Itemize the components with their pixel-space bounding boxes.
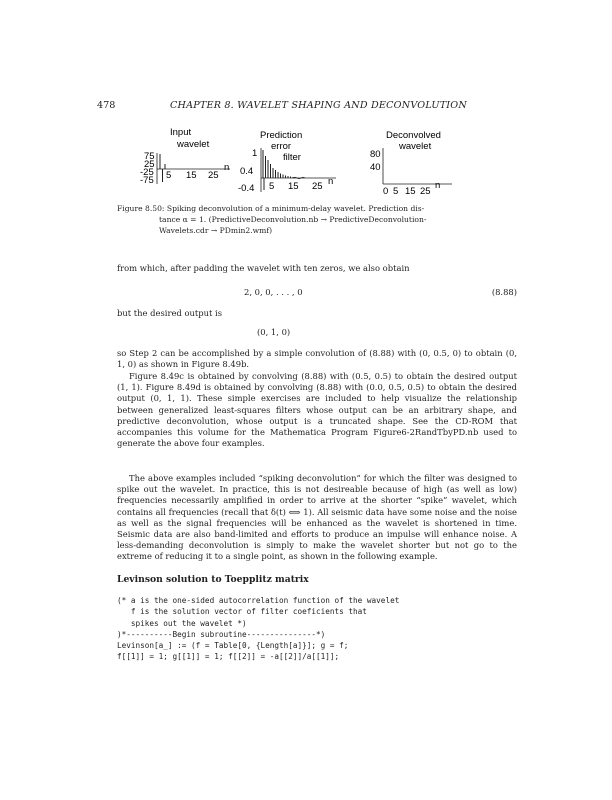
panel-c-title-2: wavelet: [399, 141, 432, 152]
code-line-1: (* a is the one-sided autocorrelation function of the wavelet: [117, 596, 400, 605]
panel-b-xtick-3: 25: [312, 181, 323, 192]
panel-a-ytick-4: -75: [140, 175, 154, 186]
panel-c-xtick-2: 5: [393, 186, 399, 196]
panel-a-title-2: wavelet: [177, 139, 210, 150]
panel-c-title-1: Deconvolved: [386, 130, 441, 141]
paragraph-spiking: The above examples included “spiking deconvolution” for which the filter was designed to spike out the wavelet. In practice, this is not desireable because of high (as well as low) frequencies necessarily amplified in order to arrive at the shorter “spike” wavelet, which contains all frequencies (recall that δ(t) ⟺ 1). All seismic data have some noise and the noise as well as the signal frequencies will be enhanced as the wavelet is shortened in time. Seismic data are also band-limited and efforts to produce an impulse will enhance noise. A less-demanding deconvolution is simply to make the wavelet shorter but not go to the extreme of reducing it to a single point, as shown in the following example.: [117, 473, 517, 562]
chapter-title: CHAPTER 8. WAVELET SHAPING AND DECONVOLUTION: [170, 100, 467, 111]
panel-c-xlabel: n: [435, 180, 441, 191]
panel-b-title-3: filter: [283, 152, 301, 163]
panel-c-ytick-1: 80: [370, 149, 381, 160]
code-line-3: spikes out the wavelet *): [117, 618, 247, 628]
page-number: 478: [97, 100, 116, 111]
figure-caption: [117, 203, 517, 236]
paragraph-desired-output: but the desired output is: [117, 308, 222, 318]
panel-a-title-1: Input: [170, 127, 192, 138]
paragraph-step-2: so Step 2 can be accomplished by a simple convolution of (8.88) with (0, 0.5, 0) to obtain (0, 1, 0) as shown in Figure 8.49b.: [117, 348, 517, 370]
panel-deconvolved-wavelet: [370, 130, 452, 196]
section-heading: Levinson solution to Toepplitz matrix: [117, 574, 309, 585]
panel-a-ytick-3: -25: [140, 167, 154, 178]
equation-8-88-number: (8.88): [491, 287, 517, 297]
panel-a-xtick-2: 15: [186, 170, 197, 181]
panel-b-xtick-1: 5: [269, 181, 275, 192]
panel-prediction-error-filter: [238, 130, 336, 194]
equation-desired-expression: (0, 1, 0): [257, 327, 291, 337]
panel-input-wavelet: [140, 127, 230, 186]
code-listing: [117, 595, 399, 663]
panel-b-ytick-3: -0.4: [238, 183, 255, 194]
code-line-6: f[[1]] = 1; g[[1]] = 1; f[[2]] = -a[[2]]/a[[1]];: [117, 652, 340, 662]
panel-c-xtick-4: 25: [420, 186, 431, 196]
panel-b-xlabel: n: [328, 176, 334, 187]
caption-line-3: Wavelets.cdr → PDmin2.wmf): [159, 226, 273, 235]
caption-line-2: tance α = 1. (PredictiveDeconvolution.nb → PredictiveDeconvolution-: [159, 215, 427, 224]
panel-c-xtick-1: 0: [383, 186, 389, 196]
code-line-4: )*----------Begin subroutine---------------*): [117, 629, 326, 639]
panel-a-xtick-3: 25: [208, 170, 219, 181]
panel-b-title-2: error: [271, 141, 292, 152]
figure-plots: [140, 126, 480, 196]
panel-b-ytick-2: 0.4: [240, 166, 254, 177]
panel-b-xtick-2: 15: [288, 181, 299, 192]
code-line-5: Levinson[a_] := (f = Table[0, {Length[a]}]; g = f;: [117, 641, 349, 651]
code-line-2: f is the solution vector of filter coeficients that: [117, 607, 367, 617]
caption-line-1: Figure 8.50: Spiking deconvolution of a minimum-delay wavelet. Prediction dis-: [117, 204, 425, 213]
panel-a-xtick-1: 5: [166, 170, 172, 181]
figure-8-50: [140, 126, 480, 196]
panel-a-xlabel: n: [224, 162, 230, 173]
panel-b-title-1: Prediction: [260, 130, 303, 141]
panel-a-ytick-2: 25: [144, 159, 155, 170]
panel-a-ytick-1: 75: [144, 151, 155, 162]
panel-b-ytick-1: 1: [252, 148, 258, 159]
paragraph-intro: from which, after padding the wavelet with ten zeros, we also obtain: [117, 263, 410, 273]
panel-c-ytick-2: 40: [370, 162, 381, 173]
panel-c-xtick-3: 15: [405, 186, 416, 196]
equation-8-88-expression: 2, 0, 0, . . . , 0: [244, 287, 303, 297]
paragraph-figure-849: Figure 8.49c is obtained by convolving (8.88) with (0.5, 0.5) to obtain the desired output (1, 1). Figure 8.49d is obtained by convolving (8.88) with (0.0, 0.5, 0.5) to obtain the desired output (0, 1, 1). These simple exercises are included to help visualize the relationship between generalized least-squares filters whose output can be an arbitrary shape, and predictive deconvolution, whose output is a truncated shape. See the CD-ROM that accompanies this volume for the Mathematica Program Figure6-2RandTbyPD.nb used to generate the above four examples.: [117, 371, 517, 449]
